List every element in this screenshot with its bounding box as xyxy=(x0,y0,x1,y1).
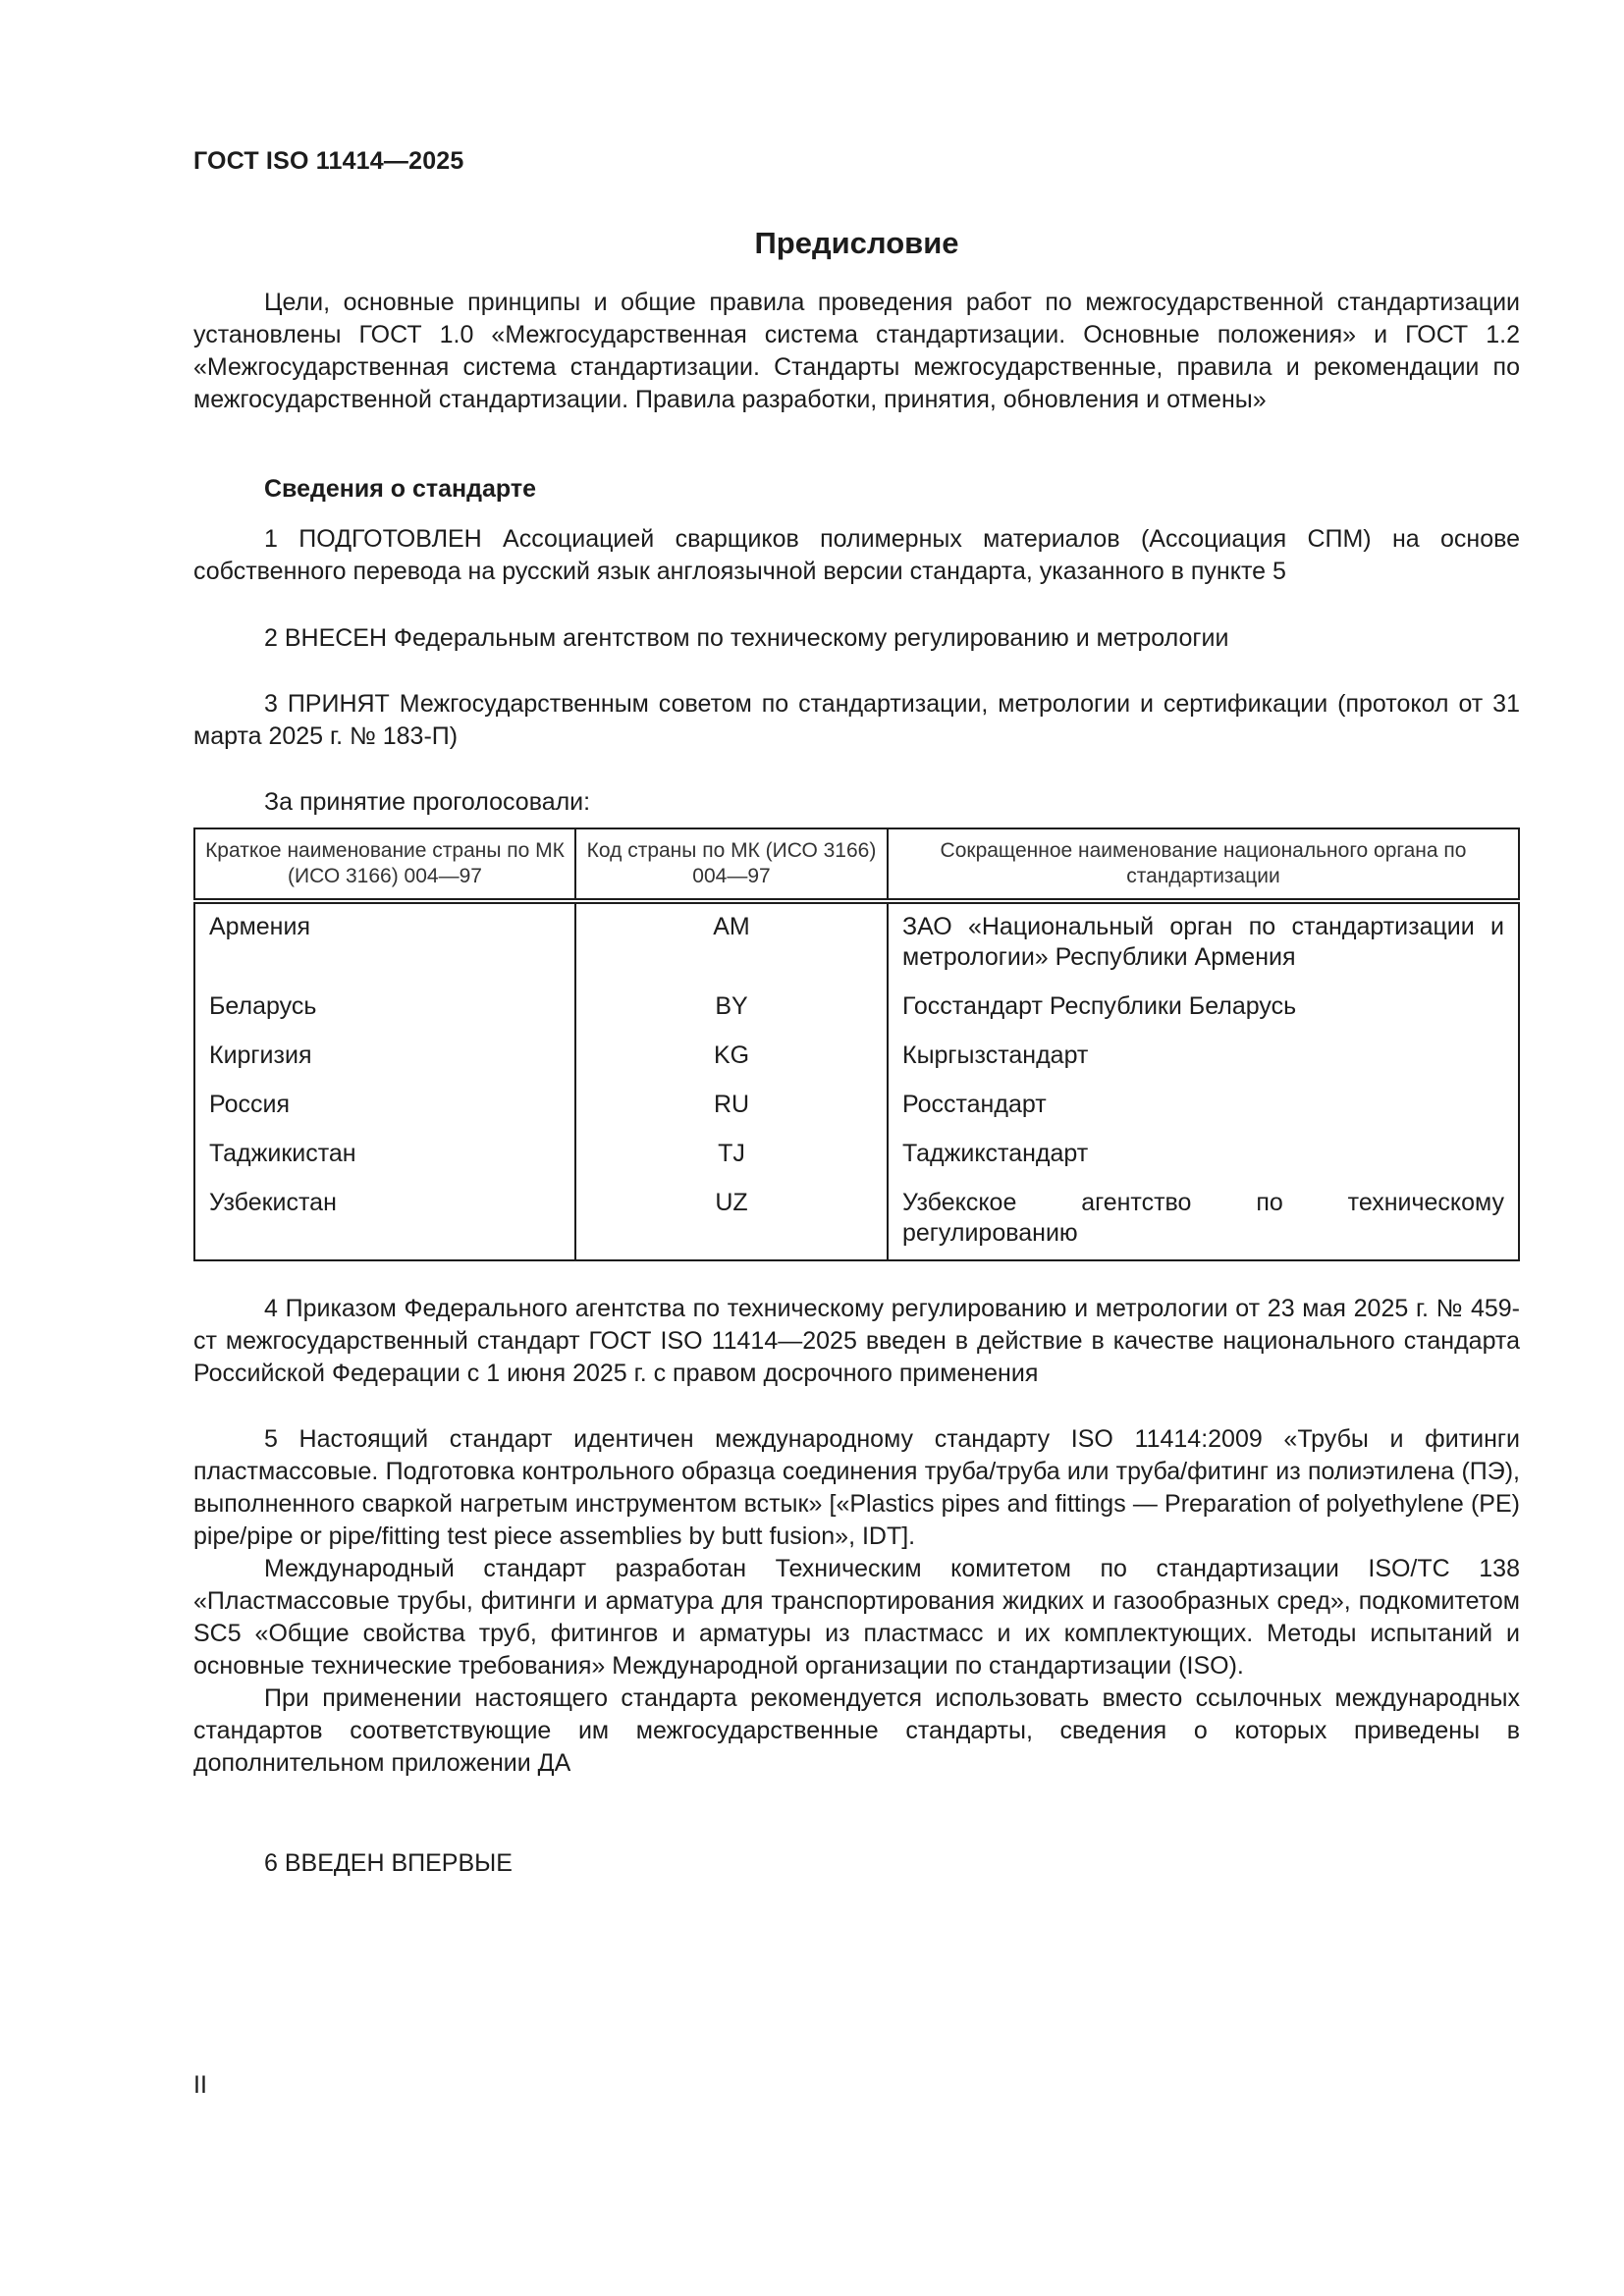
cell-code: BY xyxy=(575,984,888,1033)
table-row xyxy=(194,1033,1519,1082)
item-5-application-paragraph: При применении настоящего стандарта рекомендуется использовать вместо ссылочных международных стандартов соответствующие им межгосударственные стандарты, сведения о которых приведены в дополнительном приложении ДА xyxy=(193,1684,1520,1777)
header-national-body: Сокращенное наименование национального органа по стандартизации xyxy=(888,828,1519,901)
cell-code: AM xyxy=(575,901,888,984)
section-subheading: Сведения о стандарте xyxy=(264,475,537,503)
table-row xyxy=(194,1082,1519,1131)
cell-code: TJ xyxy=(575,1131,888,1180)
item-5-paragraph: 5 Настоящий стандарт идентичен международному стандарту ISO 11414:2009 «Трубы и фитинги пластмассовые. Подготовка контрольного образца соединения труба/труба или труба/фитинг из полиэтилена (ПЭ), выполненного сваркой нагретым инструментом встык» [«Plastics pipes and fittings — Preparation of polyethylene (PE) pipe/pipe or pipe/fitting test piece assemblies by butt fusion», IDT]. xyxy=(193,1425,1520,1550)
document-code: ГОСТ ISO 11414—2025 xyxy=(193,147,464,175)
cell-country: Россия xyxy=(194,1082,575,1131)
cell-country: Беларусь xyxy=(194,984,575,1033)
item-1-paragraph: 1 ПОДГОТОВЛЕН Ассоциацией сварщиков полимерных материалов (Ассоциация СПМ) на основе собственного перевода на русский язык англоязычной версии стандарта, указанного в пункте 5 xyxy=(193,525,1520,585)
cell-body: ЗАО «Национальный орган по стандартизации и метрологии» Республики Армения xyxy=(888,901,1519,984)
voting-countries-table xyxy=(193,828,1520,1261)
table-row xyxy=(194,901,1519,984)
table-row xyxy=(194,984,1519,1033)
cell-body: Кыргызстандарт xyxy=(888,1033,1519,1082)
cell-code: KG xyxy=(575,1033,888,1082)
table-row xyxy=(194,1131,1519,1180)
header-country-code: Код страны по МК (ИСО 3166) 004—97 xyxy=(575,828,888,901)
item-5-committee-paragraph: Международный стандарт разработан Техническим комитетом по стандартизации ISO/TC 138 «Пластмассовые трубы, фитинги и арматура для транспортирования жидких и газообразных сред», подкомитетом SC5 «Общие свойства труб, фитингов и арматуры из пластмасс и их комплектующих. Методы испытаний и основные технические требования» Международной организации по стандартизации (ISO). xyxy=(193,1555,1520,1680)
cell-body: Таджикстандарт xyxy=(888,1131,1519,1180)
header-country-name: Краткое наименование страны по МК (ИСО 3166) 004—97 xyxy=(194,828,575,901)
item-2-paragraph: 2 ВНЕСЕН Федеральным агентством по техническому регулированию и метрологии xyxy=(264,624,1229,652)
cell-country: Узбекистан xyxy=(194,1180,575,1260)
cell-country: Киргизия xyxy=(194,1033,575,1082)
cell-code: RU xyxy=(575,1082,888,1131)
cell-country: Армения xyxy=(194,901,575,984)
item-6-paragraph: 6 ВВЕДЕН ВПЕРВЫЕ xyxy=(264,1849,513,1877)
voted-label: За принятие проголосовали: xyxy=(264,788,591,816)
cell-body: Росстандарт xyxy=(888,1082,1519,1131)
page-title: Предисловие xyxy=(754,226,959,260)
item-4-paragraph: 4 Приказом Федерального агентства по техническому регулированию и метрологии от 23 мая 2025 г. № 459-ст межгосударственный стандарт ГОСТ ISO 11414—2025 введен в действие в качестве национального стандарта Российской Федерации с 1 июня 2025 г. с правом досрочного применения xyxy=(193,1295,1520,1387)
intro-paragraph: Цели, основные принципы и общие правила проведения работ по межгосударственной стандартизации установлены ГОСТ 1.0 «Межгосударственная система стандартизации. Основные положения» и ГОСТ 1.2 «Межгосударственная система стандартизации. Стандарты межгосударственные, правила и рекомендации по межгосударственной стандартизации. Правила разработки, принятия, обновления и отмены» xyxy=(193,289,1520,413)
cell-body: Узбекское агентство по техническому регулированию xyxy=(888,1180,1519,1260)
page-number: II xyxy=(193,2071,207,2099)
cell-country: Таджикистан xyxy=(194,1131,575,1180)
item-3-paragraph: 3 ПРИНЯТ Межгосударственным советом по стандартизации, метрологии и сертификации (протокол от 31 марта 2025 г. № 183-П) xyxy=(193,690,1520,750)
cell-body: Госстандарт Республики Беларусь xyxy=(888,984,1519,1033)
table-row xyxy=(194,1180,1519,1260)
cell-code: UZ xyxy=(575,1180,888,1260)
table-header-row xyxy=(194,828,1519,901)
